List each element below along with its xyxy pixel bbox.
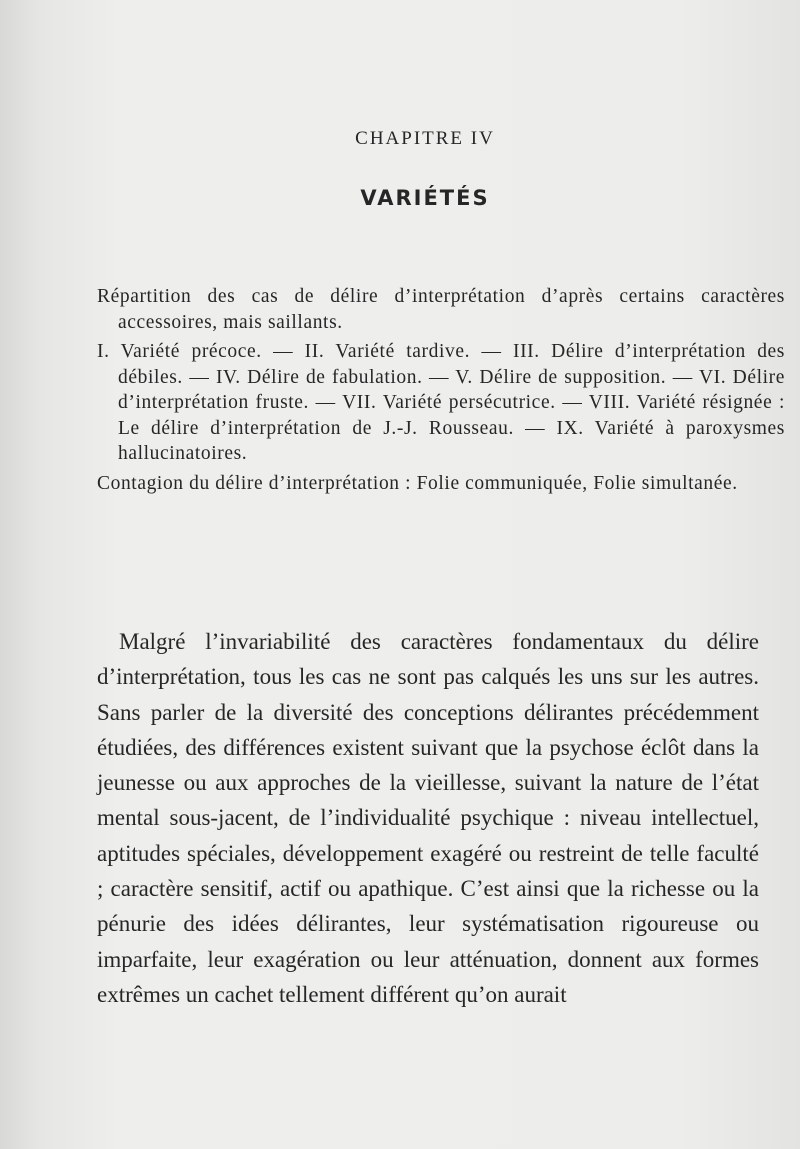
summary-paragraph-1: Répartition des cas de délire d’interprétation d’après certains caractères accessoires, mais saillants. [97, 286, 785, 333]
summary-paragraph-3: Contagion du délire d’interprétation : Folie communiquée, Folie simultanée. [97, 472, 738, 494]
chapter-title: VARIÉTÉS [360, 186, 490, 210]
chapter-heading: CHAPITRE IV [355, 128, 495, 149]
summary-paragraph-2: I. Variété précoce. — II. Variété tardive. — III. Délire d’interprétation des débiles. — IV. Délire de fabulation. — V. Délire de supposition. — VI. Délire d’interprétation fruste. — VII. Variété persécutrice. — VIII. Variété résignée : Le délire d’interprétation de J.-J. Rousseau. — IX. Variété à paroxysmes hallucinatoires. [97, 341, 785, 464]
body-paragraph: Malgré l’invariabilité des caractères fondamentaux du délire d’interprétation, tous les cas ne sont pas calqués les uns sur les autres. Sans parler de la diversité des conceptions délirantes précédemment étudiées, des différences existent suivant que la psychose éclôt dans la jeunesse ou aux approches de la vieillesse, suivant la nature de l’état mental sous-jacent, de l’individualité psychique : niveau intellectuel, aptitudes spéciales, développement exagéré ou restreint de telle faculté ; caractère sensitif, actif ou apathique. C’est ainsi que la richesse ou la pénurie des idées délirantes, leur systématisation rigoureuse ou imparfaite, leur exagération ou leur atténuation, donnent aux formes extrêmes un cachet tellement différent qu’on aurait [97, 629, 759, 1007]
chapter-summary [97, 284, 785, 500]
